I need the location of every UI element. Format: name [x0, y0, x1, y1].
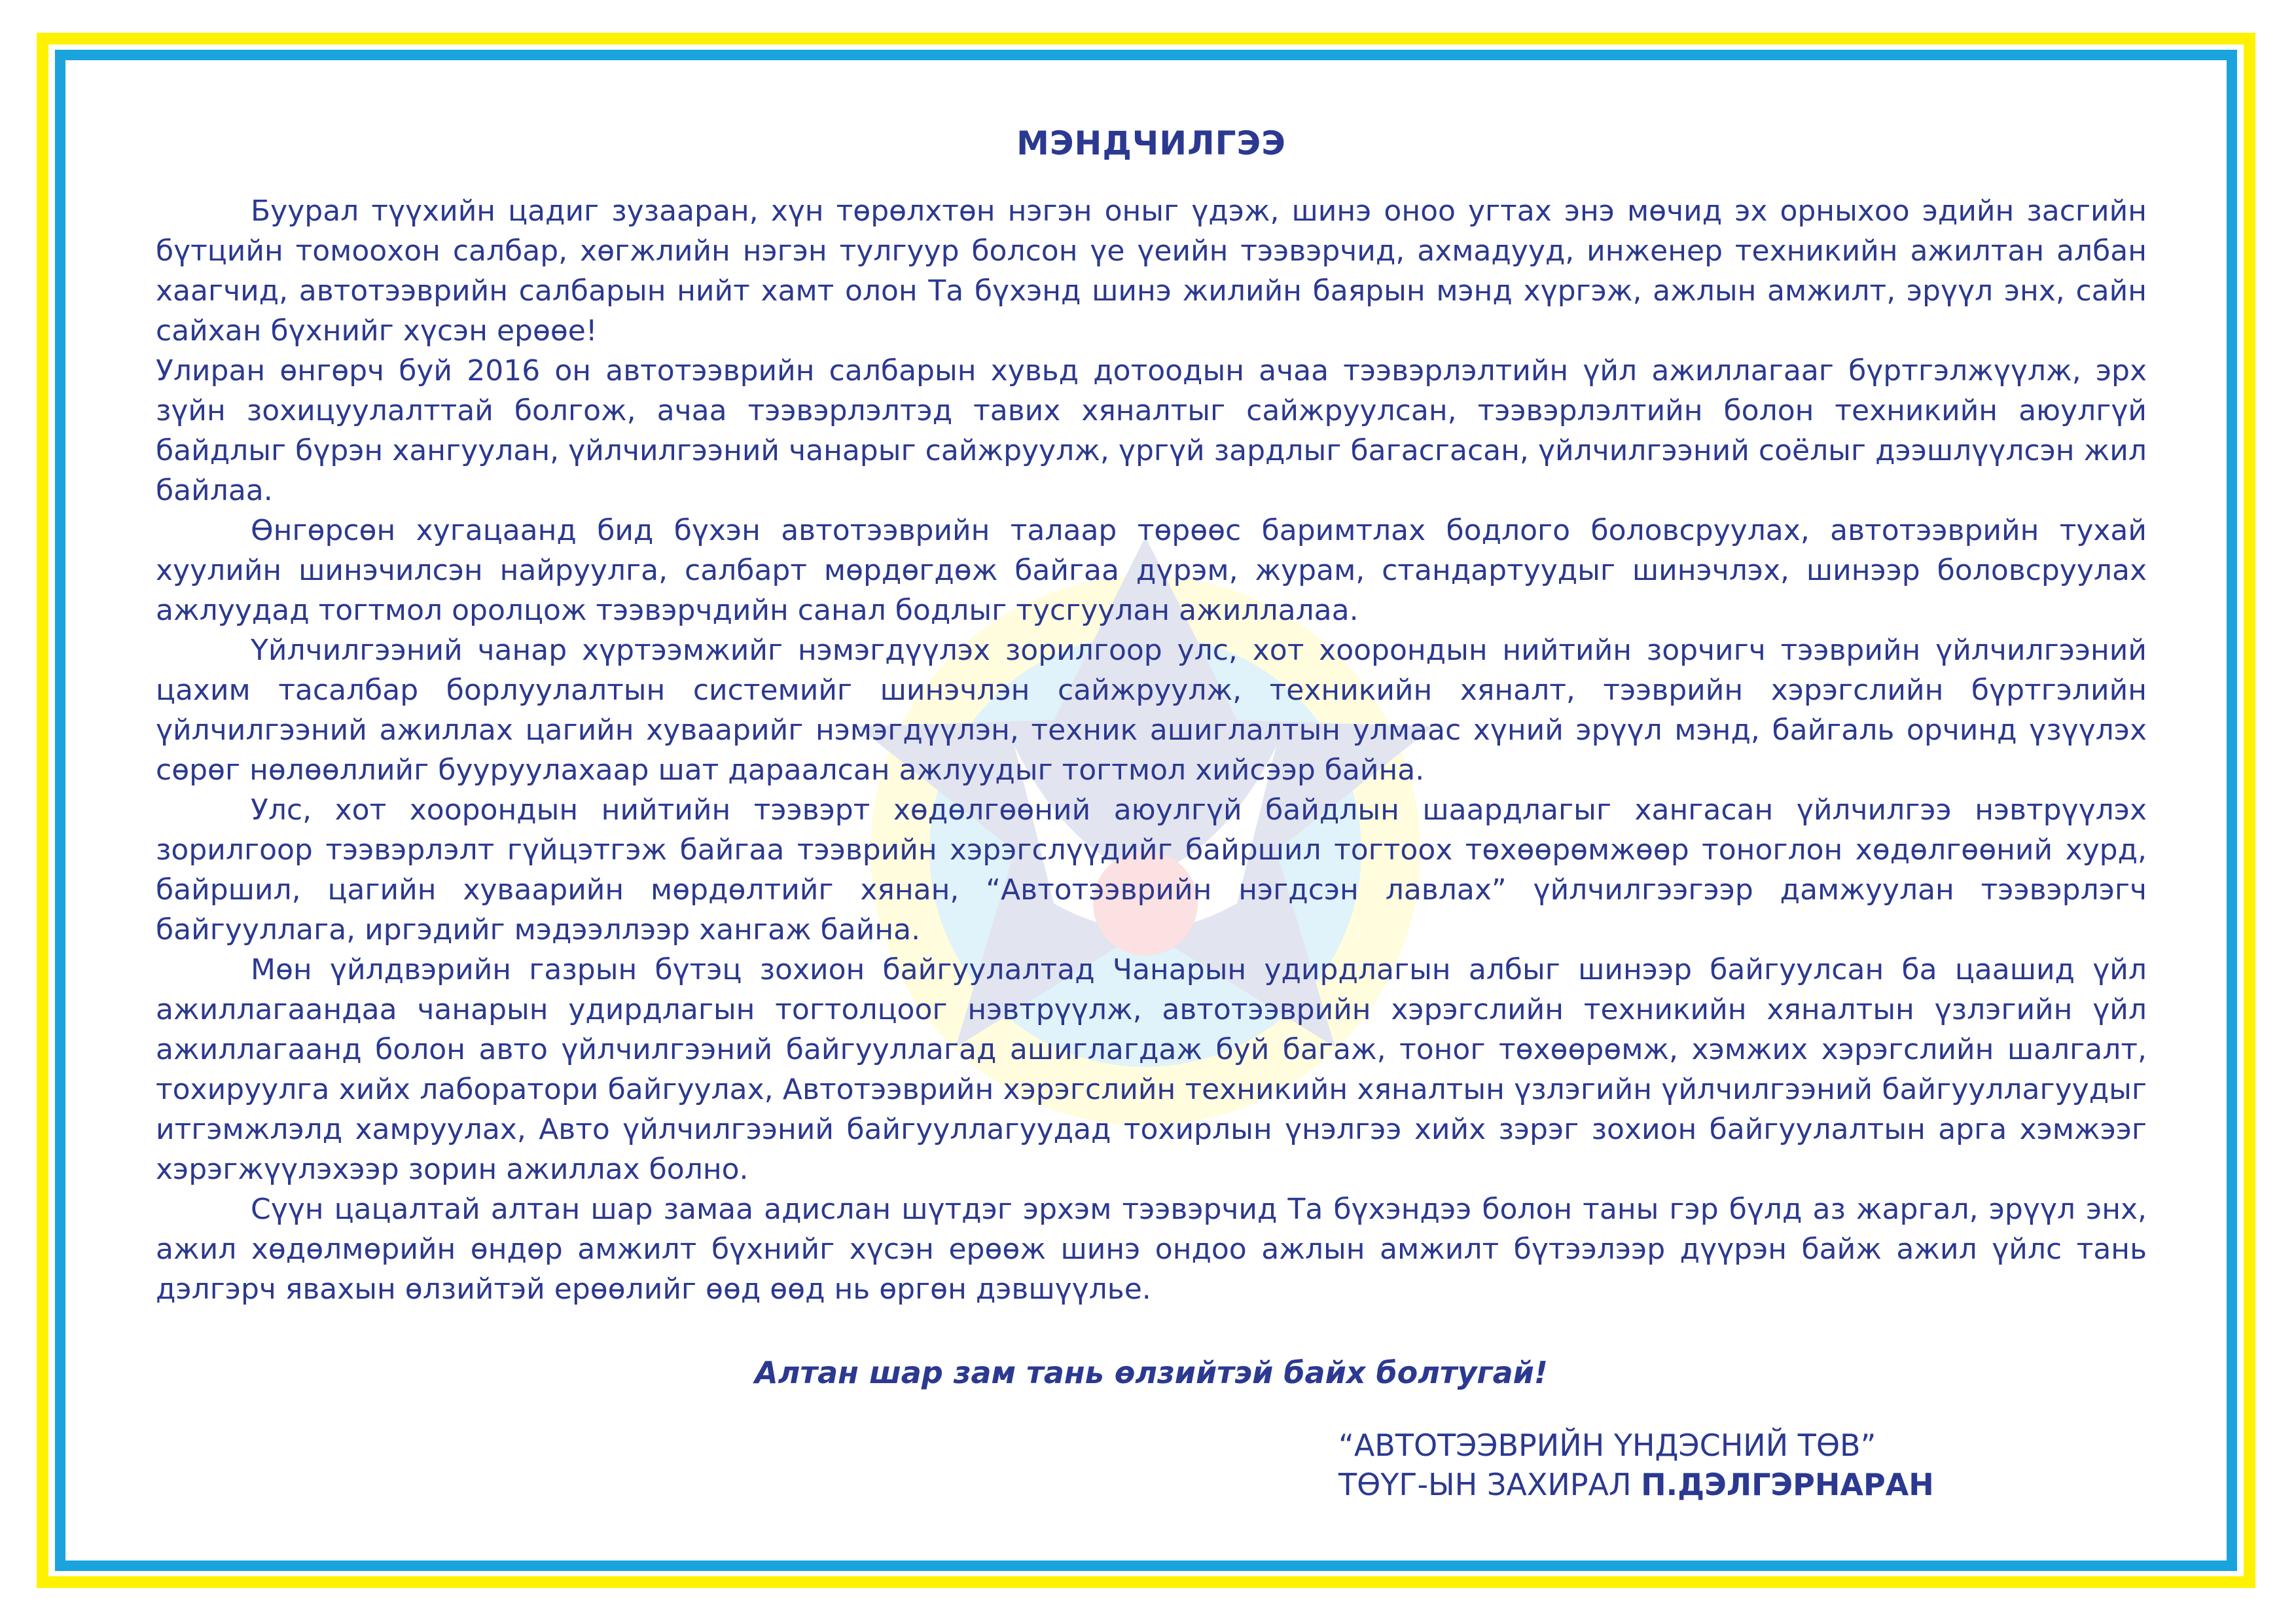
letter-content — [156, 124, 2147, 1390]
signature-name: П.ДЭЛГЭРНАРАН — [1641, 1467, 1934, 1502]
paragraph-4: Үйлчилгээний чанар хүртээмжийг нэмэгдүүлэх зорилгоор улс, хот хоорондын нийтийн зорчигч тээврийн үйлчилгээний цахим тасалбар борлуулалтын системийг шинэчлэн сайжруулж, техникийн хяналт, тээврийн хэрэгслийн бүртгэлийн үйлчилгээний ажиллах цагийн хуваарийг нэмэгдүүлэн, техник ашиглалтын улмаас хүний эрүүл мэнд, байгаль орчинд үзүүлэх сөрөг нөлөөллийг бууруулахаар шат дараалсан ажлуудыг тогтмол хийсээр байна. — [156, 634, 2147, 787]
paragraph-7: Сүүн цацалтай алтан шар замаа адислан шүтдэг эрхэм тээвэрчид Та бүхэндээ болон таны гэр бүлд аз жаргал, эрүүл энх, ажил хөдөлмөрийн өндөр амжилт бүхнийг хүсэн ерөөж шинэ ондоо ажлын амжилт бүтээлээр дүүрэн байж ажил үйлс тань дэлгэрч явахын өлзийтэй ерөөлийг өөд өөд нь өргөн дэвшүүлье. — [156, 1193, 2147, 1306]
paragraph-3: Өнгөрсөн хугацаанд бид бүхэн автотээврийн талаар төрөөс баримтлах бодлого боловсруулах, автотээврийн тухай хуулийн шинэчилсэн найруулга, салбарт мөрдөгдөж байгаа дүрэм, журам, стандартуудыг шинэчлэх, шинээр боловсруулах ажлуудад тогтмол оролцож тээвэрчдийн санал бодлыг тусгуулан ажиллалаа. — [156, 514, 2147, 627]
signature-line — [1338, 1465, 1934, 1504]
page-title: МЭНДЧИЛГЭЭ — [1016, 124, 1286, 162]
signature-block — [1338, 1426, 1934, 1504]
paragraph-5: Улс, хот хоорондын нийтийн тээвэрт хөдөлгөөний аюулгүй байдлын шаардлагыг хангасан үйлчилгээ нэвтрүүлэх зорилгоор тээвэрлэлт гүйцэтгэж байгаа тээврийн хэрэгслүүдийг байршил тогтоох төхөөрөмжөөр тоноглон хөдөлгөөний хурд, байршил, цагийн хуваарийн мөрдөлтийг хянан, “Автотээврийн нэгдсэн лавлах” үйлчилгээгээр дамжуулан тээвэрлэгч байгууллага, иргэдийг мэдээллээр хангаж байна. — [156, 793, 2147, 947]
paragraph-2: Улиран өнгөрч буй 2016 он автотээврийн салбарын хувьд дотоодын ачаа тээвэрлэлтийн үйл ажиллагааг бүртгэлжүүлж, эрх зүйн зохицуулалттай болгож, ачаа тээвэрлэлтэд тавих хяналтыг сайжруулсан, тээвэрлэлтийн болон техникийн аюулгүй байдлыг бүрэн хангуулан, үйлчилгээний чанарыг сайжруулж, үргүй зардлыг багасгасан, үйлчилгээний соёлыг дээшлүүлсэн жил байлаа. — [156, 354, 2147, 507]
signature-organization: “АВТОТЭЭВРИЙН ҮНДЭСНИЙ ТӨВ” — [1338, 1428, 1876, 1463]
closing-wish: Алтан шар зам тань өлзийтэй байх болтугай! — [755, 1355, 1548, 1390]
paragraph-1: Буурал түүхийн цадиг зузааран, хүн төрөлхтөн нэгэн оныг үдэж, шинэ оноо угтах энэ мөчид эх орныхоо эдийн засгийн бүтцийн томоохон салбар, хөгжлийн нэгэн тулгуур болсон үе үеийн тээвэрчид, ахмадууд, инженер техникийн ажилтан албан хаагчид, автотээврийн салбарын нийт хамт олон Та бүхэнд шинэ жилийн баярын мэнд хүргэж, ажлын амжилт, эрүүл энх, сайн сайхан бүхнийг хүсэн ерөөе! — [156, 194, 2147, 348]
paragraph-6: Мөн үйлдвэрийн газрын бүтэц зохион байгуулалтад Чанарын удирдлагын албыг шинээр байгуулсан ба цаашид үйл ажиллагаандаа чанарын удирдлагын тогтолцоог нэвтрүүлж, автотээврийн хэрэгслийн техникийн хяналтын үзлэгийн үйл ажиллагаанд болон авто үйлчилгээний байгууллагад ашиглагдаж буй багаж, тоног төхөөрөмж, хэмжих хэрэгслийн шалгалт, тохируулга хийх лаборатори байгуулах, Автотээврийн хэрэгслийн техникийн хяналтын үзлэгийн үйлчилгээний байгууллагуудыг итгэмжлэлд хамруулах, Авто үйлчилгээний байгууллагуудад тохирлын үнэлгээ хийх зэрэг зохион байгуулалтын арга хэмжээг хэрэгжүүлэхээр зорин ажиллах болно. — [156, 953, 2147, 1186]
signature-position: ТӨҮГ-ЫН ЗАХИРАЛ — [1338, 1467, 1632, 1502]
letter-body — [156, 191, 2147, 1309]
